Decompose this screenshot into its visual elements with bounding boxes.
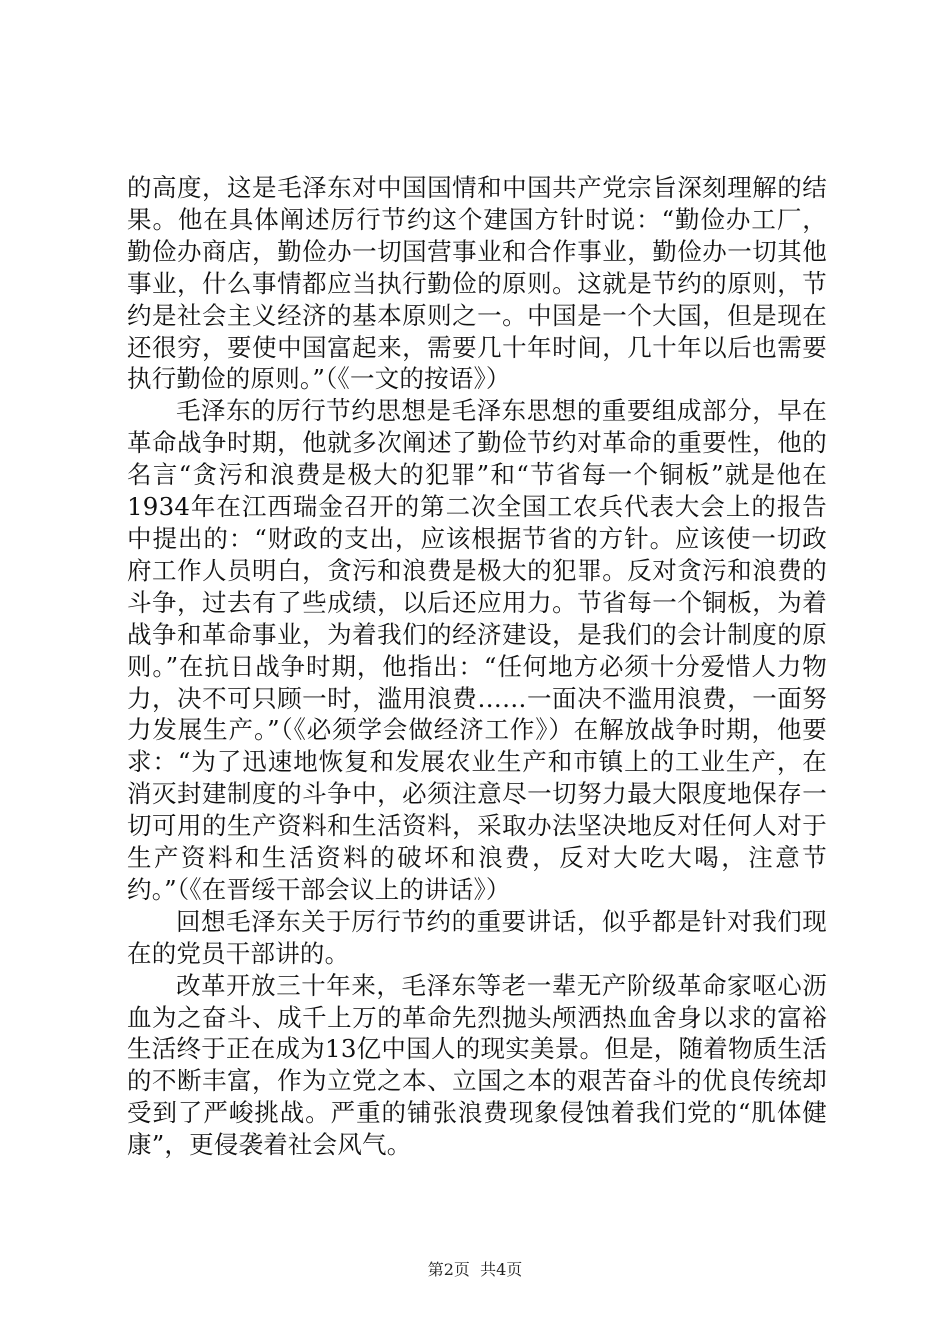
page-number-footer: 第2页 共4页 — [427, 1260, 523, 1279]
paragraph-recollection: 回想毛泽东关于厉行节约的重要讲话，似乎都是针对我们现在的党员干部讲的。 — [127, 906, 827, 968]
paragraph-frugality-thought: 毛泽东的厉行节约思想是毛泽东思想的重要组成部分，早在革命战争时期，他就多次阐述了勤俭节约对革命的重要性，他的名言“贪污和浪费是极大的犯罪”和“节省每一个铜板”就是他在1934年在江西瑞金召开的第二次全国工农兵代表大会上的报告中提出的：“财政的支出，应该根据节省的方针。应该使一切政府工作人员明白，贪污和浪费是极大的犯罪。反对贪污和浪费的斗争，过去有了些成绩，以后还应用力。节省每一个铜板，为着战争和革命事业，为着我们的经济建设，是我们的会计制度的原则。”在抗日战争时期，他指出：“任何地方必须十分爱惜人力物力，决不可只顾一时，滥用浪费……一面决不滥用浪费，一面努力发展生产。”（《必须学会做经济工作》）在解放战争时期，他要求：“为了迅速地恢复和发展农业生产和市镇上的工业生产，在消灭封建制度的斗争中，必须注意尽一切努力最大限度地保存一切可用的生产资料和生活资料，采取办法坚决地反对任何人对于生产资料和生活资料的破坏和浪费，反对大吃大喝，注意节约。”（《在晋绥干部会议上的讲话》） — [127, 396, 827, 904]
paragraph-reform-era: 改革开放三十年来，毛泽东等老一辈无产阶级革命家呕心沥血为之奋斗、成千上万的革命先烈抛头颅洒热血舍身以求的富裕生活终于正在成为13亿中国人的现实美景。但是，随着物质生活的不断丰富，作为立党之本、立国之本的艰苦奋斗的优良传统却受到了严峻挑战。严重的铺张浪费现象侵蚀着我们党的“肌体健康”，更侵袭着社会风气。 — [127, 970, 827, 1160]
body-text — [127, 172, 827, 1161]
paragraph-continuation: 的高度，这是毛泽东对中国国情和中国共产党宗旨深刻理解的结果。他在具体阐述厉行节约这个建国方针时说：“勤俭办工厂，勤俭办商店，勤俭办一切国营事业和合作事业，勤俭办一切其他事业，什么事情都应当执行勤俭的原则。这就是节约的原则，节约是社会主义经济的基本原则之一。中国是一个大国，但是现在还很穷，要使中国富起来，需要几十年时间，几十年以后也需要执行勤俭的原则。”（《一文的按语》） — [127, 173, 827, 394]
